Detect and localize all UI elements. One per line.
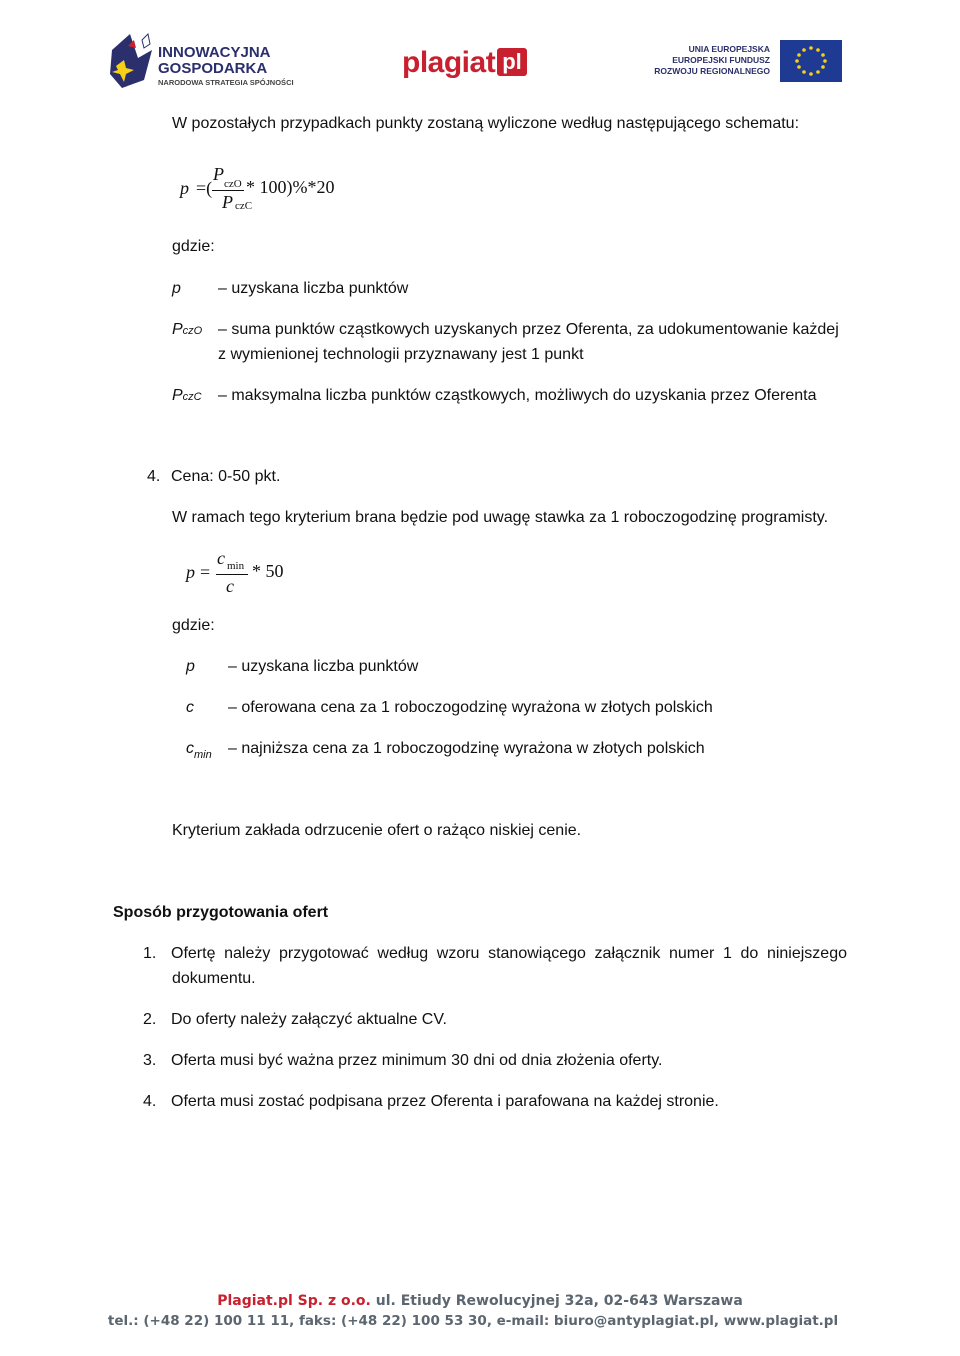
eu-line-2: EUROPEJSKI FUNDUSZ xyxy=(672,55,770,65)
logo-line-3: NARODOWA STRATEGIA SPÓJNOŚCI xyxy=(158,78,294,87)
plagiat-logo-box: pl xyxy=(497,48,527,76)
offer-item-1-text: Ofertę należy przygotować według wzoru stanowiącego załącznik numer 1 do niniejszego xyxy=(171,945,847,962)
price-intro: W ramach tego kryterium brana będzie pod uwagę stawka za 1 roboczogodzinę programisty. xyxy=(172,509,829,526)
formula-lhs: p xyxy=(180,178,189,198)
formula2-numerator: c xyxy=(217,548,225,568)
def2-symbol-c: c xyxy=(186,699,194,716)
formula2-eq: = xyxy=(200,562,211,582)
def-symbol-pczo: PczO xyxy=(172,321,203,338)
eu-line-3: ROZWOJU REGIONALNEGO xyxy=(654,66,770,76)
offer-item-3-text: Oferta musi być ważna przez minimum 30 dni od dnia złożenia oferty. xyxy=(171,1052,663,1069)
logo-line-2: GOSPODARKA xyxy=(158,60,268,77)
def2-symbol-p: p xyxy=(186,658,195,675)
offer-item-4-text: Oferta musi zostać podpisana przez Oferenta i parafowana na każdej stronie. xyxy=(171,1093,719,1110)
logo-line-1: INNOWACYJNA xyxy=(158,44,271,61)
def2-symbol-cmin: $c_{min}$ xyxy=(186,740,212,761)
eu-fund-logo xyxy=(654,40,842,84)
footer-address: ul. Etiudy Rewolucyjnej 32a, 02-643 Warszawa xyxy=(370,1293,743,1309)
def2-text-p: – uzyskana liczba punktów xyxy=(228,658,419,675)
def-text-pczo-cont: z wymienionej technologii przyznawany jest 1 punkt xyxy=(218,346,584,363)
offer-item-1-text-cont: dokumentu. xyxy=(172,970,256,987)
def2-text-cmin: – najniższa cena za 1 roboczogodzinę wyrażona w złotych polskich xyxy=(228,740,705,757)
formula-fraction-bar xyxy=(212,190,244,191)
offer-item-4-number: 4. xyxy=(143,1093,157,1110)
formula2-denominator: c xyxy=(226,576,234,596)
offers-heading: Sposób przygotowania ofert xyxy=(113,904,329,921)
formula-numerator: P xyxy=(213,164,224,184)
footer-address-line xyxy=(0,1292,960,1310)
formula-eq: =( xyxy=(196,178,213,198)
offer-item-3-number: 3. xyxy=(143,1052,157,1069)
points-formula xyxy=(180,164,360,216)
innowacyjna-star-icon xyxy=(108,30,156,94)
criterion-heading: Cena: 0-50 pkt. xyxy=(171,468,281,485)
plagiat-logo xyxy=(402,46,527,82)
footer-company: Plagiat.pl Sp. z o.o. xyxy=(217,1293,371,1309)
def-symbol-pczc: PczC xyxy=(172,387,202,404)
formula-numerator-sub: czO xyxy=(224,178,242,190)
def-text-pczo: – suma punktów cząstkowych uzyskanych przez Oferenta, za udokumentowanie każdej xyxy=(218,321,839,338)
formula2-fraction-bar xyxy=(216,574,248,575)
gdzie-label-1: gdzie: xyxy=(172,238,215,255)
eu-line-1: UNIA EUROPEJSKA xyxy=(688,44,770,54)
gdzie-label-2: gdzie: xyxy=(172,617,215,634)
eu-flag-icon xyxy=(780,40,842,82)
formula2-numerator-sub: min xyxy=(227,560,245,572)
criterion-number: 4. xyxy=(147,468,161,485)
def-text-pczc: – maksymalna liczba punktów cząstkowych, możliwych do uzyskania przez Oferenta xyxy=(218,387,817,404)
offer-item-2-number: 2. xyxy=(143,1011,157,1028)
def-text-p: – uzyskana liczba punktów xyxy=(218,280,409,297)
low-price-note: Kryterium zakłada odrzucenie ofert o rażąco niskiej cenie. xyxy=(172,822,582,839)
price-formula xyxy=(186,548,306,600)
def2-text-c: – oferowana cena za 1 roboczogodzinę wyrażona w złotych polskich xyxy=(228,699,713,716)
offer-item-1-number: 1. xyxy=(143,945,157,962)
formula2-tail: * 50 xyxy=(252,561,284,581)
offer-item-2-text: Do oferty należy załączyć aktualne CV. xyxy=(171,1011,447,1028)
formula-denominator: P xyxy=(222,192,233,212)
formula-tail: * 100)%*20 xyxy=(246,177,335,197)
innowacyjna-gospodarka-logo xyxy=(108,30,308,94)
formula2-lhs: p xyxy=(186,562,195,582)
plagiat-logo-word: plagiat xyxy=(402,46,496,79)
footer-contact: tel.: (+48 22) 100 11 11, faks: (+48 22) 100 53 30, e-mail: biuro@antyplagiat.pl, www.plagiat.pl xyxy=(107,1313,839,1329)
formula-denominator-sub: czC xyxy=(235,200,253,212)
scheme-intro: W pozostałych przypadkach punkty zostaną wyliczone według następującego schematu: xyxy=(172,115,800,132)
def-symbol-p: p xyxy=(172,280,181,297)
